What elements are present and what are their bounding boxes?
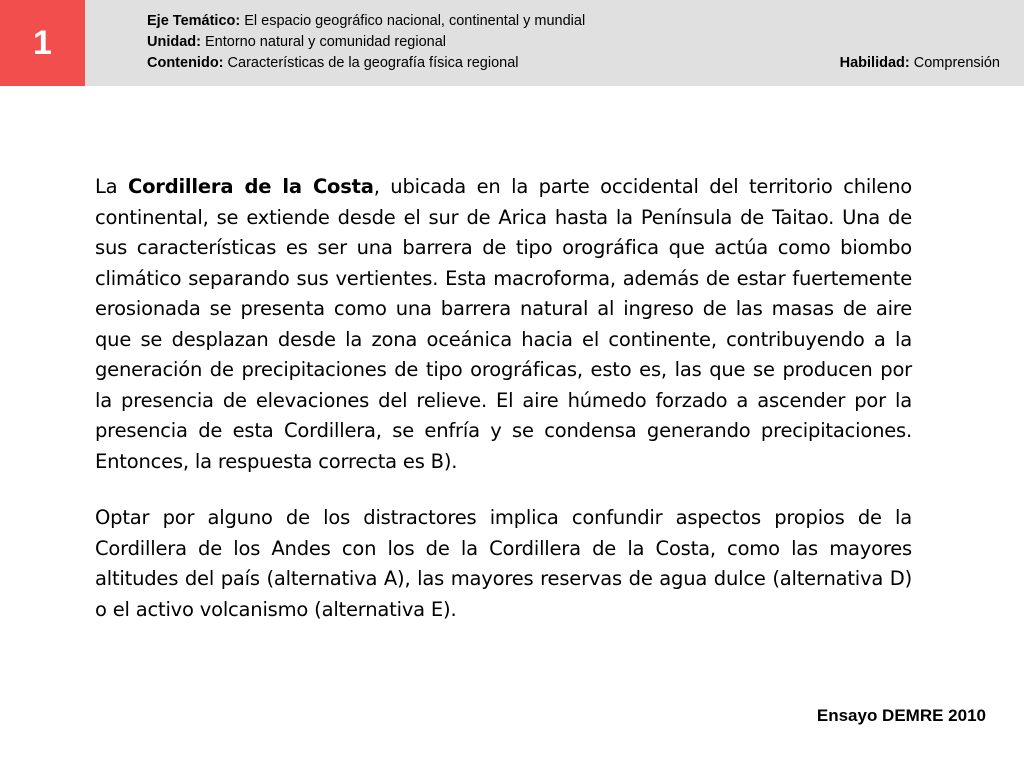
paragraph-2: Optar por alguno de los distractores implica confundir aspectos propios de la Cordillera de los Andes con los de la Cordillera de la Costa, como las mayores altitudes del país (alternativa A), las mayores reservas de agua dulce (alternativa D) o el activo volcanismo (alternativa E).	[95, 506, 912, 621]
unidad-value: Entorno natural y comunidad regional	[200, 34, 447, 50]
habilidad	[840, 54, 1000, 73]
habilidad-value: Comprensión	[909, 55, 1000, 71]
eje-value: El espacio geográfico nacional, continental y mundial	[240, 13, 586, 29]
unidad	[147, 33, 446, 52]
contenido-label: Contenido:	[147, 55, 224, 71]
eje-tematico	[147, 12, 585, 31]
question-number-badge	[0, 0, 85, 86]
eje-label: Eje Temático:	[147, 13, 241, 29]
contenido	[147, 54, 519, 73]
p1-bold-term: Cordillera de la Costa	[127, 175, 374, 198]
source-label: Ensayo DEMRE 2010	[816, 706, 986, 725]
p1-intro: La	[95, 175, 128, 198]
paragraph-1	[95, 172, 912, 477]
p1-rest: , ubicada en la parte occidental del territorio chileno continental, se extiende desde el sur de Arica hasta la Península de Taitao. Una de sus características es ser una barrera de tipo orográfica que actúa como biombo climático separando sus vertientes. Esta macroforma, además de estar fuertemente erosionada se presenta como una barrera natural al ingreso de las masas de aire que se desplazan desde la zona oceánica hacia el continente, contribuyendo a la generación de precipitaciones de tipo orográficas, esto es, las que se producen por la presencia de elevaciones del relieve. El aire húmedo forzado a ascender por la presencia de esta Cordillera, se enfría y se condensa generando precipitaciones. Entonces, la respuesta correcta es B).	[95, 175, 913, 473]
habilidad-label: Habilidad:	[839, 55, 910, 71]
unidad-label: Unidad:	[147, 34, 201, 50]
contenido-value: Características de la geografía física regional	[223, 55, 519, 71]
question-number: 1	[33, 23, 52, 62]
explanation-text	[95, 172, 912, 651]
